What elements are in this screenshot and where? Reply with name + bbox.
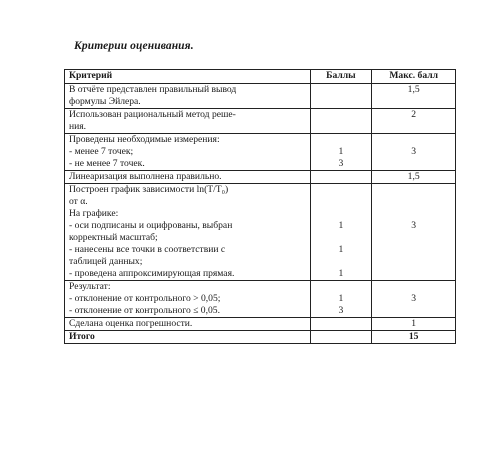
criterion-line: - проведена аппроксимирующая прямая. [69,268,235,279]
max-points-value: 3 [411,146,417,157]
criterion-cell [65,109,311,134]
table-row [65,318,456,331]
criterion-cell [65,281,311,318]
criterion-line: Проведены необходимые измерения: [69,134,220,145]
table-header-row [65,70,456,84]
max-points-cell: 2 [372,109,456,134]
criteria-table [64,69,456,344]
points-cell [310,281,372,318]
criterion-line: Использован рациональный метод реше- [69,109,236,120]
points-cell [310,134,372,171]
criterion-line: корректный масштаб; [69,232,158,243]
criterion-line: ния. [69,121,87,132]
criterion-line: Построен график зависимости ln(T/T₀) [69,184,229,195]
criterion-line: формулы Эйлера. [69,96,141,107]
max-points-cell [372,134,456,171]
max-points-cell [372,281,456,318]
criterion-cell [65,84,311,109]
points-value: 3 [338,305,344,316]
criterion-cell [65,134,311,171]
criterion-cell [65,184,311,281]
points-cell [310,171,372,184]
criterion-line: На графике: [69,208,119,219]
page-heading: Критерии оценивания. [74,40,194,52]
header-points: Баллы [310,70,372,84]
criterion-line: таблицей данных; [69,256,143,267]
total-row [65,331,456,344]
table-row [65,84,456,109]
criterion-line: - отклонение от контрольного > 0,05; [69,293,221,304]
criterion-line: Результат: [69,281,111,292]
points-value: 1 [338,146,344,157]
criterion-line: - менее 7 точек; [69,146,134,157]
criterion-line: Линеаризация выполнена правильно. [69,171,222,182]
points-value: 1 [338,268,344,279]
criterion-line: - не менее 7 точек. [69,158,145,169]
criterion-cell [65,171,311,184]
criterion-line: - отклонение от контрольного ≤ 0,05. [69,305,220,316]
criterion-cell [65,318,311,331]
table-row [65,134,456,171]
total-max-points: 15 [372,331,456,344]
points-value: 3 [338,158,344,169]
max-points-cell [372,184,456,281]
max-points-cell: 1,5 [372,171,456,184]
total-points [310,331,372,344]
table-row [65,109,456,134]
max-points-value: 3 [411,293,417,304]
criterion-line: Сделана оценка погрешности. [69,318,193,329]
points-value: 1 [338,293,344,304]
points-cell [310,318,372,331]
max-points-value: 3 [411,220,417,231]
max-points-cell: 1 [372,318,456,331]
criterion-line: В отчёте представлен правильный вывод [69,84,237,95]
points-cell [310,109,372,134]
criterion-line: от α. [69,196,88,207]
max-points-cell: 1,5 [372,84,456,109]
table-row [65,184,456,281]
table-row [65,171,456,184]
header-criterion: Критерий [65,70,311,84]
total-label: Итого [65,331,311,344]
header-max-points: Макс. балл [372,70,456,84]
criterion-line: - оси подписаны и оцифрованы, выбран [69,220,233,231]
points-value: 1 [338,220,344,231]
points-cell [310,184,372,281]
criterion-line: - нанесены все точки в соответствии с [69,244,226,255]
table-row [65,281,456,318]
points-value: 1 [338,244,344,255]
points-cell [310,84,372,109]
